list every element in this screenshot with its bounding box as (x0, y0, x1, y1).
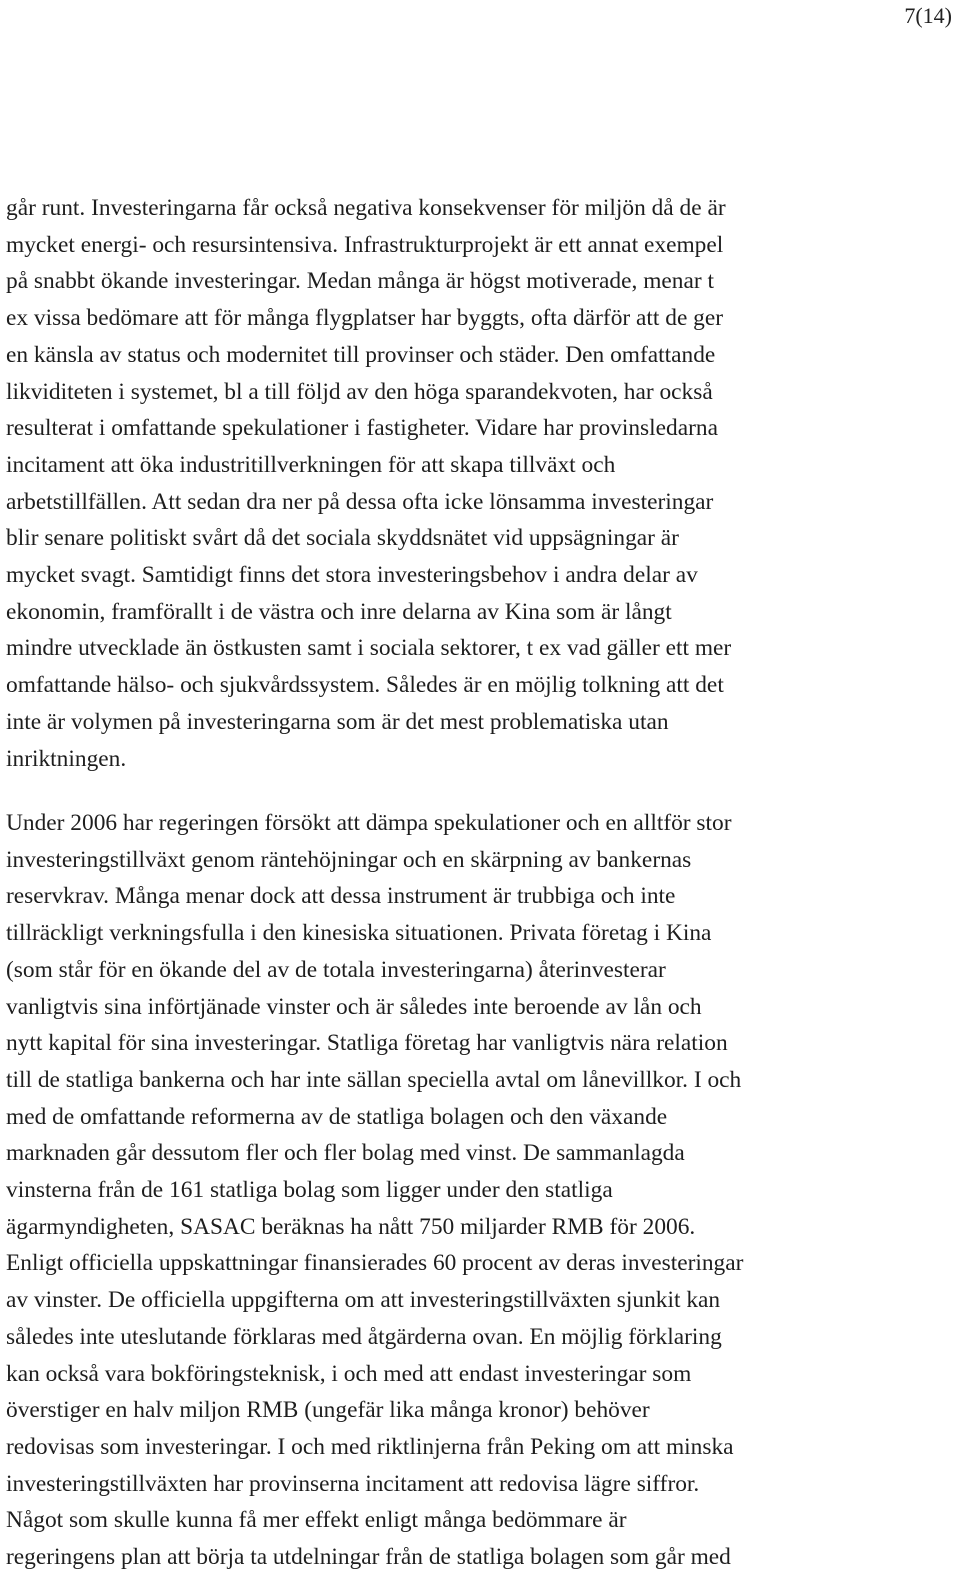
text-line: reservkrav. Många menar dock att dessa instrument är trubbiga och inte (6, 883, 676, 910)
text-line: vanligtvis sina införtjänade vinster och är således inte beroende av lån och (6, 993, 702, 1020)
text-line: ekonomin, framförallt i de västra och inre delarna av Kina som är långt (6, 598, 672, 625)
text-line: inriktningen. (6, 745, 127, 772)
text-line: Enligt officiella uppskattningar finansierades 60 procent av deras investeringar (6, 1250, 744, 1277)
text-line: ägarmyndigheten, SASAC beräknas ha nått 750 miljarder RMB för 2006. (6, 1213, 696, 1240)
text-line: Under 2006 har regeringen försökt att dämpa spekulationer och en alltför stor (6, 810, 732, 836)
text-line: investeringstillväxten har provinserna incitament att redovisa lägre siffror. (6, 1470, 700, 1497)
text-line: nytt kapital för sina investeringar. Statliga företag har vanligtvis nära relation (6, 1030, 728, 1057)
text-line: vinsterna från de 161 statliga bolag som ligger under den statliga (6, 1177, 613, 1204)
text-line: av vinster. De officiella uppgifterna om att investeringstillväxten sjunkit kan (6, 1287, 721, 1314)
text-line: överstiger en halv miljon RMB (ungefär lika många kronor) behöver (6, 1397, 650, 1424)
text-line: på snabbt ökande investeringar. Medan många är högst motiverade, menar t (6, 268, 714, 295)
text-line: går runt. Investeringarna får också negativa konsekvenser för miljön då de är (6, 195, 726, 221)
text-line: Något som skulle kunna få mer effekt enligt många bedömmare är (6, 1507, 627, 1534)
text-line: tillräckligt verkningsfulla i den kinesiska situationen. Privata företag i Kina (6, 920, 712, 947)
text-line: till de statliga bankerna och har inte sällan speciella avtal om lånevillkor. I och (6, 1066, 742, 1093)
text-line: (som står för en ökande del av de totala investeringarna) återinvesterar (6, 956, 666, 983)
text-line: mycket energi- och resursintensiva. Infrastrukturprojekt är ett annat exempel (6, 231, 724, 258)
text-line: investeringstillväxt genom räntehöjningar och en skärpning av bankernas (6, 846, 692, 873)
text-line: regeringens plan att börja ta utdelningar från de statliga bolagen som går med (6, 1544, 731, 1571)
page-number: 7(14) (904, 3, 952, 28)
text-line: inte är volymen på investeringarna som är det mest problematiska utan (6, 708, 669, 735)
text-line: mycket svagt. Samtidigt finns det stora investeringsbehov i andra delar av (6, 562, 698, 589)
text-line: likviditeten i systemet, bl a till följd av den höga sparandekvoten, har också (6, 378, 713, 405)
text-line: ex vissa bedömare att för många flygplatser har byggts, ofta därför att de ger (6, 305, 724, 332)
text-line: en känsla av status och modernitet till provinser och städer. Den omfattande (6, 341, 716, 368)
text-line: kan också vara bokföringsteknisk, i och med att endast investeringar som (6, 1360, 692, 1387)
text-line: mindre utvecklade än östkusten samt i sociala sektorer, t ex vad gäller ett mer (6, 635, 732, 662)
text-line: arbetstillfällen. Att sedan dra ner på dessa ofta icke lönsamma investeringar (6, 488, 714, 515)
paragraph-2 (6, 805, 956, 1576)
text-line: marknaden går dessutom fler och fler bolag med vinst. De sammanlagda (6, 1140, 685, 1167)
text-line: blir senare politiskt svårt då det sociala skyddsnätet vid uppsägningar är (6, 525, 679, 552)
text-line: omfattande hälso- och sjukvårdssystem. Således är en möjlig tolkning att det (6, 672, 724, 699)
text-line: incitament att öka industritillverkningen för att skapa tillväxt och (6, 451, 616, 478)
text-line: med de omfattande reformerna av de statliga bolagen och den växande (6, 1103, 668, 1130)
paragraph-1 (6, 190, 956, 777)
text-line: resulterat i omfattande spekulationer i fastigheter. Vidare har provinsledarna (6, 415, 718, 442)
text-line: redovisas som investeringar. I och med riktlinjerna från Peking om att minska (6, 1433, 734, 1460)
text-line: således inte uteslutande förklaras med åtgärderna ovan. En möjlig förklaring (6, 1323, 722, 1350)
